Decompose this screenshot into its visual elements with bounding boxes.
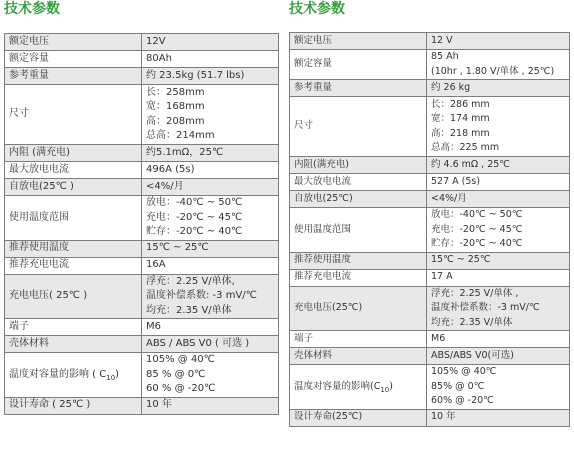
spec-key — [290, 174, 427, 191]
spec-value-line: 12V — [146, 35, 166, 47]
spec-value-line: 高：218 mm — [431, 127, 490, 139]
spec-value-line: 总高：225 mm — [431, 142, 500, 153]
spec-row — [290, 33, 570, 50]
spec-key — [290, 80, 427, 97]
spec-key — [5, 145, 142, 162]
spec-value — [427, 97, 570, 157]
spec-value-line: M6 — [431, 332, 446, 344]
spec-value — [427, 33, 570, 50]
spec-key-text: 参考重量 — [294, 81, 333, 93]
spec-value-line: 总高：214mm — [146, 130, 215, 141]
spec-value-line: 约 4.6 mΩ , 25℃ — [431, 158, 510, 170]
spec-value-line: 527 A (5s) — [431, 175, 481, 187]
spec-key-text: 使用温度范围 — [9, 211, 69, 223]
spec-key-text: 最大放电电流 — [9, 163, 69, 175]
spec-value — [427, 50, 570, 80]
spec-key — [290, 331, 427, 348]
spec-row — [290, 50, 570, 80]
spec-value-line: 贮存：-20℃ ~ 40℃ — [431, 238, 523, 249]
spec-row — [5, 397, 279, 414]
spec-key-text: 设计寿命(25℃) — [294, 411, 363, 423]
spec-key-subscript: 10 — [106, 373, 116, 382]
spec-key — [5, 240, 142, 257]
spec-row — [290, 97, 570, 157]
spec-value-line: 约 23.5kg (51.7 lbs) — [146, 69, 245, 81]
spec-value-line: 10 年 — [146, 399, 172, 411]
spec-key-text: 尺寸 — [9, 108, 29, 120]
spec-key-text: 使用温度范围 — [294, 223, 352, 235]
spec-row — [290, 286, 570, 331]
section-heading: 技术参数 — [4, 1, 60, 17]
spec-value — [142, 179, 279, 196]
spec-value — [427, 191, 570, 208]
spec-key-text: 温度对容量的影响 ( C — [9, 368, 107, 380]
spec-row — [290, 208, 570, 253]
spec-row — [5, 319, 279, 336]
spec-key-text: 端子 — [294, 332, 314, 344]
spec-key-text: 尺寸 — [294, 120, 314, 132]
spec-key-text: 推荐充电电流 — [294, 271, 352, 283]
spec-value-line: 温度补偿系数: -3 mV/℃ — [146, 290, 257, 301]
spec-value — [142, 51, 279, 68]
spec-table — [289, 32, 570, 427]
spec-key-text: 自放电(25℃) — [294, 192, 353, 204]
spec-key — [290, 348, 427, 365]
spec-row — [5, 68, 279, 85]
spec-key — [290, 191, 427, 208]
spec-value — [142, 336, 279, 353]
spec-value-line: <4%/月 — [431, 192, 467, 204]
spec-value-line: 约5.1mΩ，25℃ — [146, 146, 224, 158]
spec-row — [290, 174, 570, 191]
spec-key-text: 额定容量 — [294, 58, 333, 70]
spec-row — [290, 80, 570, 97]
spec-key — [5, 319, 142, 336]
spec-row — [290, 252, 570, 269]
spec-key — [5, 51, 142, 68]
spec-value-line: 16A — [146, 259, 166, 271]
spec-row — [290, 269, 570, 286]
spec-key-text: 壳体材料 — [294, 349, 333, 361]
spec-row — [5, 162, 279, 179]
spec-key — [290, 269, 427, 286]
spec-key-text: 推荐使用温度 — [294, 254, 352, 266]
spec-key — [290, 33, 427, 50]
spec-value-line: ABS / ABS V0 ( 可选 ) — [146, 337, 250, 349]
spec-key-text: 额定容量 — [9, 52, 49, 64]
spec-value-line: 宽：174 mm — [431, 113, 490, 124]
spec-value-line: 浮充：2.25 V/单体, — [146, 275, 235, 287]
spec-value — [142, 68, 279, 85]
spec-key — [290, 97, 427, 157]
spec-table — [4, 33, 279, 415]
spec-value-line: <4%/月 — [146, 180, 184, 192]
spec-value-line: 长：258mm — [146, 86, 205, 98]
spec-key-text: 壳体材料 — [9, 337, 49, 349]
spec-value-line: 17 A — [431, 271, 453, 283]
spec-value-line: 85 Ah — [431, 51, 459, 62]
spec-key — [5, 34, 142, 51]
spec-panel-right — [289, 0, 570, 427]
spec-key-text: 内阻 (满充电) — [9, 146, 70, 158]
spec-value-line: 放电：-40℃ ~ 50℃ — [146, 197, 243, 208]
spec-key — [5, 397, 142, 414]
spec-value-line: 长：286 mm — [431, 98, 490, 110]
spec-key-subscript: 10 — [380, 385, 390, 394]
spec-key-text: 推荐使用温度 — [9, 242, 69, 254]
spec-value-line: 充电：-20℃ ~ 45℃ — [146, 211, 243, 223]
spec-row — [290, 331, 570, 348]
spec-value-line: 85% @ 0℃ — [431, 380, 485, 392]
spec-row — [290, 191, 570, 208]
spec-value — [142, 85, 279, 145]
spec-key — [290, 286, 427, 331]
spec-value-line: ABS/ABS V0(可选) — [431, 349, 514, 361]
spec-value — [427, 331, 570, 348]
spec-value — [427, 409, 570, 426]
spec-key-text: 额定电压 — [9, 35, 49, 47]
spec-key-text-end: ) — [389, 380, 393, 392]
spec-row — [5, 34, 279, 51]
spec-row — [5, 179, 279, 196]
spec-value — [427, 269, 570, 286]
spec-key-text: 推荐充电电流 — [9, 259, 69, 271]
spec-row — [290, 409, 570, 426]
spec-row — [5, 257, 279, 274]
spec-row — [5, 240, 279, 257]
spec-value — [427, 157, 570, 174]
spec-key-text: 端子 — [9, 320, 29, 332]
spec-key — [5, 179, 142, 196]
spec-value-line: 放电：-40℃ ~ 50℃ — [431, 209, 523, 220]
spec-value-line: 12 V — [431, 34, 453, 46]
spec-value — [142, 145, 279, 162]
spec-key-text: 自放电(25℃ ) — [9, 180, 74, 192]
spec-row — [5, 85, 279, 145]
spec-value-line: 15℃ ~ 25℃ — [431, 254, 491, 266]
spec-key-text: 最大放电电流 — [294, 175, 352, 187]
spec-value-line: 60% @ -20℃ — [431, 395, 494, 406]
spec-key — [290, 50, 427, 80]
spec-key-text: 温度对容量的影响(C — [294, 380, 381, 392]
spec-value-line: 充电：-20℃ ~ 45℃ — [431, 223, 523, 235]
spec-key — [5, 257, 142, 274]
spec-key-text-end: ) — [115, 368, 120, 380]
spec-key — [5, 162, 142, 179]
spec-value — [142, 397, 279, 414]
spec-value — [142, 353, 279, 398]
spec-key-text: 内阻(满充电) — [294, 158, 349, 170]
spec-row — [290, 348, 570, 365]
spec-value-line: 105% @ 40℃ — [146, 354, 215, 365]
spec-value — [427, 286, 570, 331]
spec-key — [290, 157, 427, 174]
spec-key — [5, 353, 142, 398]
spec-value-line: 10 年 — [431, 411, 456, 423]
spec-key — [5, 274, 142, 319]
spec-row — [290, 365, 570, 410]
spec-value-line: 均充：2.35 V/单体 — [146, 304, 232, 316]
spec-key — [290, 365, 427, 410]
spec-key-text: 充电电压(25℃) — [294, 302, 363, 313]
spec-value — [427, 252, 570, 269]
spec-row — [5, 51, 279, 68]
spec-key — [5, 336, 142, 353]
spec-value-line: 496A (5s) — [146, 163, 195, 175]
spec-key-text: 额定电压 — [294, 34, 333, 46]
spec-value-line: 高：208mm — [146, 115, 205, 127]
spec-value — [142, 34, 279, 51]
spec-key-text: 设计寿命 ( 25℃ ) — [9, 399, 91, 411]
spec-value — [142, 319, 279, 336]
spec-value — [427, 365, 570, 410]
spec-value-line: 温度补偿系数：-3 mV/℃ — [431, 302, 540, 313]
spec-value-line: M6 — [146, 320, 161, 332]
spec-value-line: 浮充：2.25 V/单体 , — [431, 287, 519, 299]
spec-row — [5, 196, 279, 241]
spec-value — [142, 257, 279, 274]
spec-value-line: 85 % @ 0℃ — [146, 368, 206, 380]
spec-value-line: 15℃ ~ 25℃ — [146, 242, 209, 254]
spec-value-line: 60 % @ -20℃ — [146, 383, 216, 394]
spec-value — [427, 174, 570, 191]
spec-value-line: 宽：168mm — [146, 101, 205, 112]
spec-key — [5, 68, 142, 85]
spec-value — [142, 162, 279, 179]
spec-key — [290, 409, 427, 426]
spec-value — [427, 208, 570, 253]
spec-value-line: 80Ah — [146, 52, 172, 64]
spec-key — [290, 252, 427, 269]
spec-panel-left — [4, 0, 279, 415]
spec-row — [5, 353, 279, 398]
spec-value — [142, 274, 279, 319]
spec-row — [5, 145, 279, 162]
spec-value-line: 贮存：-20℃ ~ 40℃ — [146, 226, 243, 237]
spec-value — [427, 80, 570, 97]
spec-value-line: 105% @ 40℃ — [431, 366, 497, 377]
spec-value — [142, 196, 279, 241]
spec-value-line: 均充：2.35 V/单体 — [431, 316, 513, 328]
spec-key-text: 充电电压( 25℃ ) — [9, 290, 88, 301]
spec-row — [5, 274, 279, 319]
spec-key — [5, 196, 142, 241]
spec-key — [290, 208, 427, 253]
spec-key-text: 参考重量 — [9, 69, 49, 81]
section-heading: 技术参数 — [289, 1, 345, 17]
spec-value-line: 约 26 kg — [431, 81, 471, 93]
spec-row — [290, 157, 570, 174]
spec-key — [5, 85, 142, 145]
spec-value — [142, 240, 279, 257]
spec-value — [427, 348, 570, 365]
spec-row — [5, 336, 279, 353]
spec-value-line: (10hr , 1.80 V/单体 , 25℃) — [431, 65, 555, 77]
